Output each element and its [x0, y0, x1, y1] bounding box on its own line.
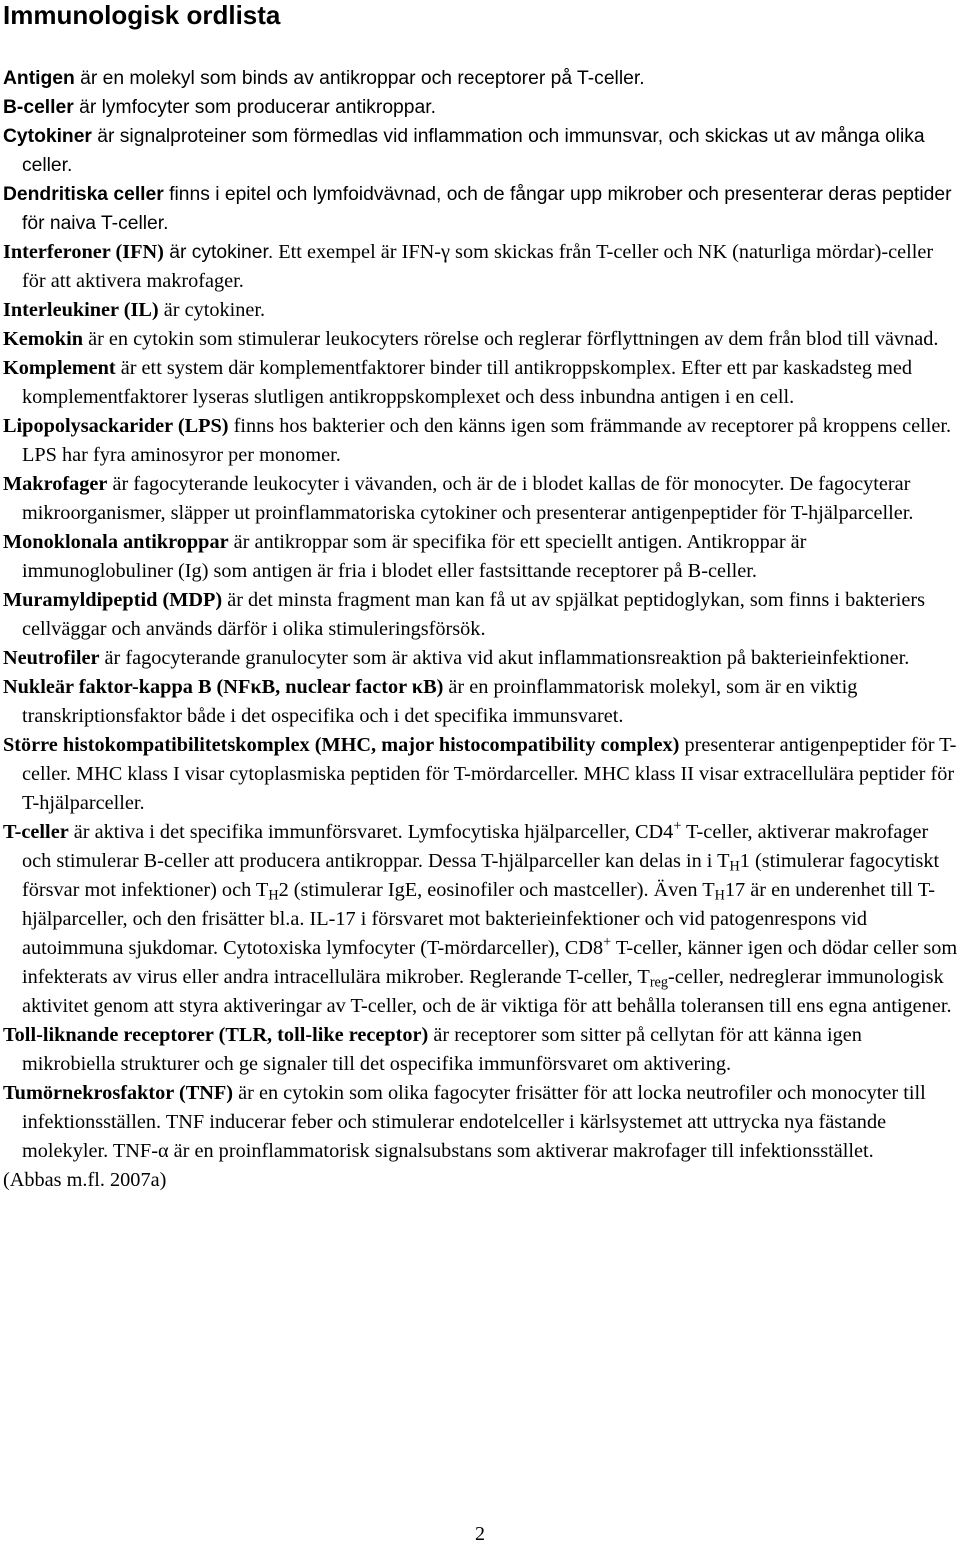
- glossary-definition-continued: T-celler, känner igen och dödar celler som infekterats av virus eller andra intracellulära mikrober. Reglerande T-celler, T: [22, 937, 958, 988]
- glossary-entry-lipopolysackarider: [3, 412, 958, 470]
- glossary-entry-antigen: [3, 64, 958, 93]
- glossary-term: Nukleär faktor-kappa B (NFκB, nuclear factor κB): [3, 676, 444, 698]
- glossary-entry-t-celler: [3, 818, 958, 1021]
- glossary-definition-continued: 17 är en underenhet till T-hjälparceller, och den frisätter bl.a. IL-17 i försvaret mot bakterieinfektioner och vid patogenrespons vid autoimmuna sjukdomar. Cytotoxiska lymfocyter (T-mördarceller), CD8: [22, 879, 935, 959]
- glossary-definition: är antikroppar som är specifika för ett speciellt antigen. Antikroppar är immunoglobuliner (Ig) som antigen är fria i blodet eller fastsittande receptorer på B-celler.: [22, 531, 807, 582]
- glossary-entry-tnf: [3, 1079, 958, 1166]
- glossary-definition-continued: T-celler, aktiverar makrofager och stimulerar B-celler att producera antikroppar. Dessa T-hjälparceller kan delas in i T: [22, 821, 929, 872]
- glossary-definition: är fagocyterande granulocyter som är aktiva vid akut inflammationsreaktion på bakterieinfektioner.: [99, 647, 910, 669]
- glossary-term: Lipopolysackarider (LPS): [3, 415, 229, 437]
- glossary-definition: presenterar antigenpeptider för T-celler. MHC klass I visar cytoplasmiska peptiden för T-mördarceller. MHC klass II visar extracellulära peptider för T-hjälparceller.: [22, 734, 957, 814]
- glossary-term: Muramyldipeptid (MDP): [3, 589, 223, 611]
- glossary-term: Toll-liknande receptorer (TLR, toll-like receptor): [3, 1024, 429, 1046]
- glossary-definition-continued: 1 (stimulerar fagocytiskt försvar mot infektioner) och T: [22, 850, 940, 901]
- glossary-definition-continued: 2 (stimulerar IgE, eosinofiler och mastceller). Även T: [278, 879, 715, 901]
- glossary-definition-continued: -celler, nedreglerar immunologisk aktivitet genom att styra aktiveringar av T-celler, och de är viktiga för att behålla toleransen till ens egna antigener.: [22, 966, 952, 1017]
- glossary-entry-nfkb: [3, 673, 958, 731]
- glossary-definition: är ett system där komplementfaktorer binder till antikroppskomplex. Efter ett par kaskadsteg med komplementfaktorer lyseras slutligen antikroppskomplexet och dess inbundna antigen i en cell.: [22, 357, 913, 408]
- glossary-entry-muramyldipeptid: [3, 586, 958, 644]
- glossary-term: Makrofager: [3, 473, 108, 495]
- subscript-h: H: [714, 887, 725, 904]
- glossary-definition: är cytokiner.: [158, 299, 266, 321]
- glossary-definition: är signalproteiner som förmedlas vid inflammation och immunsvar, och skickas ut av många olika celler.: [22, 126, 925, 176]
- glossary-definition: är receptorer som sitter på cellytan för att känna igen mikrobiella strukturer och ge signaler till det ospecifika immunförsvaret om aktivering.: [22, 1024, 862, 1075]
- glossary-definition: är cytokiner.: [163, 242, 274, 263]
- subscript-h: H: [729, 858, 740, 875]
- glossary-definition: är fagocyterande leukocyter i vävanden, och är de i blodet kallas de för monocyter. De fagocyterar mikroorganismer, släpper ut proinflammatoriska cytokiner och presenterar antigenpeptider för T-hjälparceller.: [22, 473, 914, 524]
- glossary-term: Neutrofiler: [3, 647, 100, 669]
- glossary-definition: finns i epitel och lymfoidvävnad, och de fångar upp mikrober och presenterar deras peptider för naiva T-celler.: [22, 184, 952, 234]
- glossary-entry-interleukiner: [3, 296, 958, 325]
- superscript-plus: +: [673, 818, 682, 835]
- glossary-entry-b-celler: [3, 93, 958, 122]
- subscript-h: H: [268, 887, 279, 904]
- glossary-term: Tumörnekrosfaktor (TNF): [3, 1082, 234, 1104]
- glossary-term: T-celler: [3, 821, 69, 843]
- glossary-list: [3, 64, 958, 1195]
- glossary-entry-dendritiska-celler: [3, 180, 958, 238]
- glossary-term: Monoklonala antikroppar: [3, 531, 229, 553]
- glossary-entry-mhc: [3, 731, 958, 818]
- glossary-entry-interferoner: [3, 238, 958, 296]
- glossary-term: B-celler: [3, 97, 74, 118]
- glossary-term: Komplement: [3, 357, 116, 379]
- glossary-definition: finns hos bakterier och den känns igen som främmande av receptorer på kroppens celler. LPS har fyra aminosyror per monomer.: [22, 415, 952, 466]
- glossary-entry-cytokiner: [3, 122, 958, 180]
- glossary-entry-neutrofiler: [3, 644, 958, 673]
- glossary-definition: är en cytokin som olika fagocyter frisätter för att locka neutrofiler och monocyter till infektionsställen. TNF inducerar feber och stimulerar endotelceller i kärlsystemet att uttrycka nya fästande molekyler. TNF-α är en proinflammatorisk signalsubstans som aktiverar makrofager till infektionsstället.: [22, 1082, 926, 1162]
- page-title: Immunologisk ordlista: [3, 0, 281, 30]
- glossary-definition: är en cytokin som stimulerar leukocyters rörelse och reglerar förflyttningen av dem från blod till vävnad.: [83, 328, 939, 350]
- glossary-term: Interleukiner (IL): [3, 299, 159, 321]
- glossary-term: Cytokiner: [3, 126, 92, 147]
- subscript-reg: reg: [649, 974, 668, 991]
- glossary-definition-continued: Ett exempel är IFN-γ som skickas från T-celler och NK (naturliga mördar)-celler för att aktivera makrofager.: [22, 241, 934, 292]
- glossary-definition: är lymfocyter som producerar antikroppar.: [73, 97, 436, 118]
- glossary-definition: är en proinflammatorisk molekyl, som är en viktig transkriptionsfaktor både i det ospecifika och i det specifika immunsvaret.: [22, 676, 858, 727]
- superscript-plus: +: [603, 934, 612, 951]
- glossary-definition: är aktiva i det specifika immunförsvaret. Lymfocytiska hjälparceller, CD4: [68, 821, 674, 843]
- page-number: 2: [475, 1523, 485, 1545]
- glossary-term: Antigen: [3, 68, 75, 89]
- glossary-entry-komplement: [3, 354, 958, 412]
- glossary-term: Större histokompatibilitetskomplex (MHC, major histocompatibility complex): [3, 734, 680, 756]
- glossary-entry-monoklonala-antikroppar: [3, 528, 958, 586]
- glossary-definition: är en molekyl som binds av antikroppar och receptorer på T-celler.: [74, 68, 645, 89]
- citation: (Abbas m.fl. 2007a): [3, 1169, 167, 1191]
- glossary-entry-kemokin: [3, 325, 958, 354]
- glossary-term: Dendritiska celler: [3, 184, 164, 205]
- glossary-term: Interferoner (IFN): [3, 241, 164, 263]
- glossary-definition: är det minsta fragment man kan få ut av spjälkat peptidoglykan, som finns i bakteriers cellväggar och används därför i olika stimuleringsförsök.: [22, 589, 926, 640]
- glossary-entry-tlr: [3, 1021, 958, 1079]
- glossary-term: Kemokin: [3, 328, 84, 350]
- glossary-entry-makrofager: [3, 470, 958, 528]
